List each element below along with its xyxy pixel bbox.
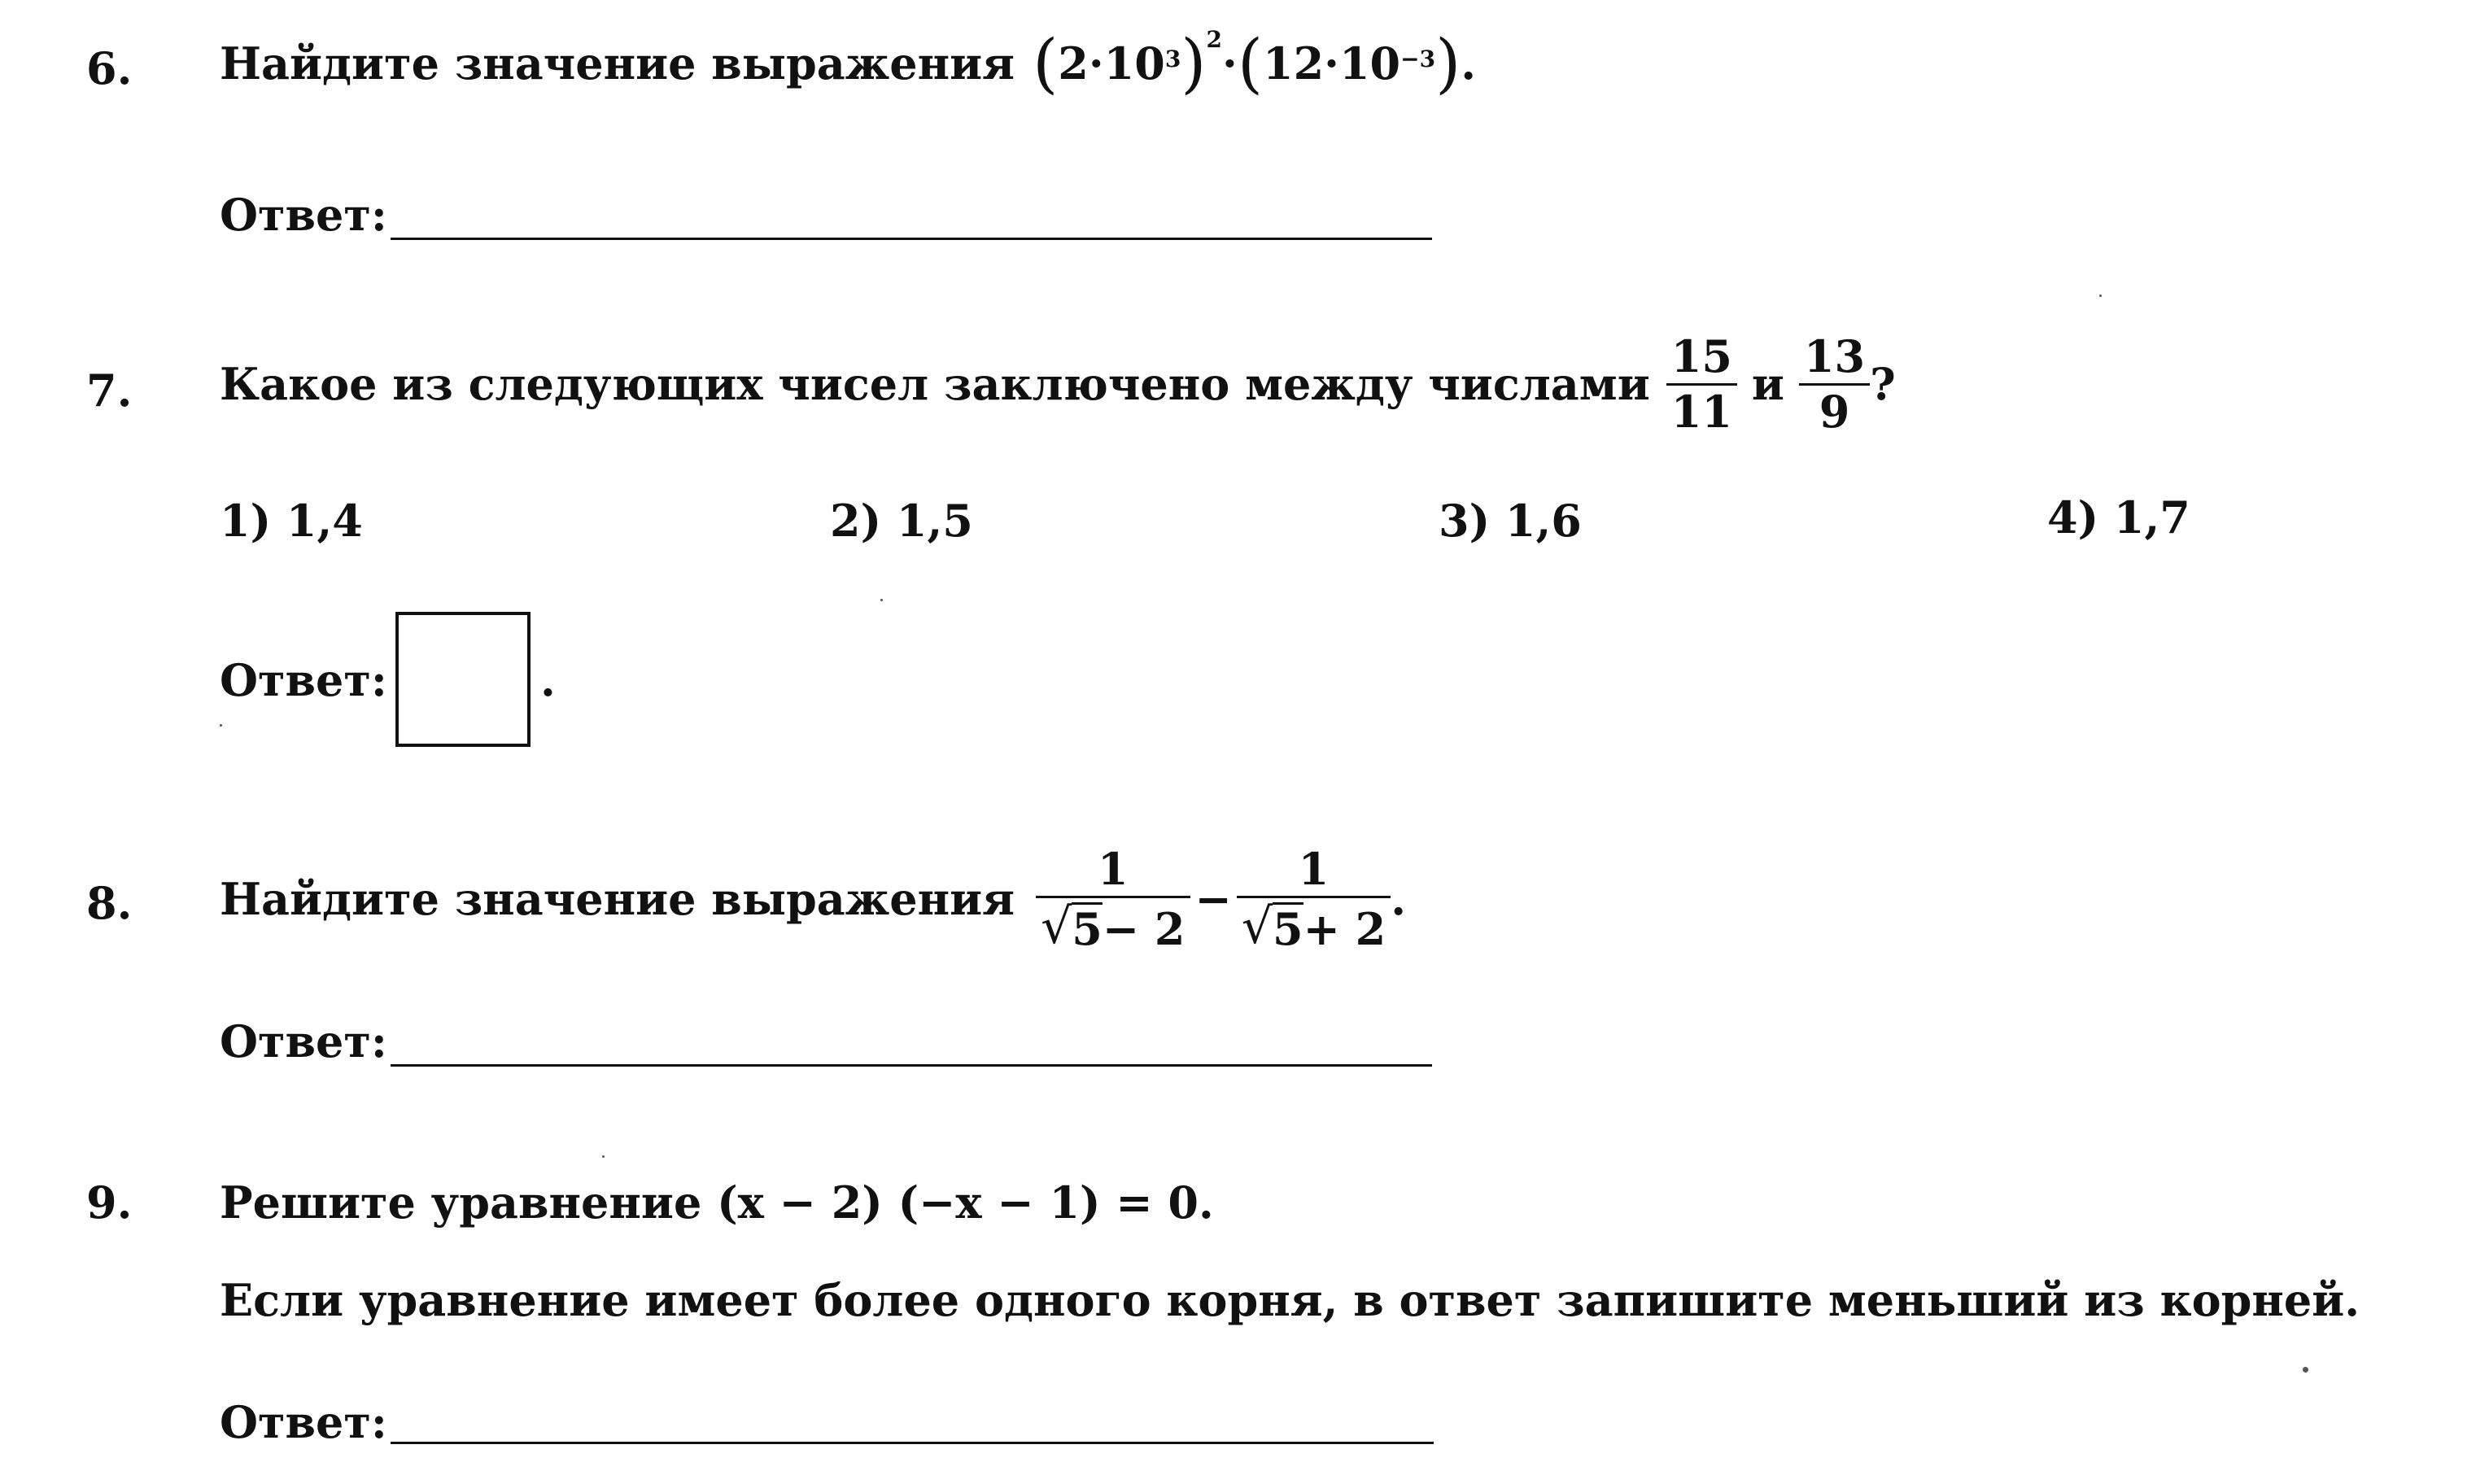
task-8-fraction-1: 1 √ 5 − 2 — [1036, 846, 1190, 953]
task-7-option-3[interactable]: 3) 1,6 — [1439, 495, 1582, 547]
task-7-end: ? — [1870, 358, 1896, 411]
task-6-outer-exp: 2 — [1206, 25, 1222, 53]
task-6-answer-line[interactable] — [391, 238, 1432, 240]
scan-speck — [2099, 295, 2102, 297]
task-7-text: Какое из следующих чисел заключено между числами — [220, 358, 1650, 411]
task-7-number: 7. — [86, 364, 133, 417]
task-8-fraction-2: 1 √ 5 + 2 — [1237, 846, 1391, 953]
task-6-expression: ( 2·10 $^3$ ) $^2$ · ( 12·10 $^{-3}$ ) . — [1033, 25, 1477, 101]
task-7-fraction-2: $\frac{13}{9}$ — [1799, 334, 1870, 434]
scan-speck — [880, 599, 883, 601]
task-8-answer-line[interactable] — [391, 1064, 1432, 1067]
task-8-minus: − — [1194, 873, 1232, 926]
task-7-option-4[interactable]: 4) 1,7 — [2047, 491, 2190, 543]
task-8-text: Найдите значение выражения — [220, 873, 1015, 926]
task-6-exp1: 3 — [1164, 45, 1181, 72]
task-6-exp2: −3 — [1400, 45, 1436, 72]
task-9-text: Решите уравнение (x − 2) (−x − 1) = 0. — [220, 1176, 1214, 1229]
task-8-end: . — [1391, 873, 1406, 926]
task-6-answer-label: Ответ: — [220, 189, 387, 241]
task-7-fraction-1: $\frac{15}{11}$ — [1666, 334, 1737, 434]
task-6-number: 6. — [86, 42, 133, 94]
task-7-answer-box[interactable] — [395, 612, 531, 747]
task-6-dot: · — [1222, 37, 1238, 89]
task-6-end: . — [1461, 37, 1477, 89]
task-8-number: 8. — [86, 877, 133, 929]
task-8-answer-label: Ответ: — [220, 1015, 387, 1067]
task-7-answer-label: Ответ: — [220, 654, 387, 706]
scan-speck — [220, 724, 222, 727]
task-7-statement — [220, 330, 1896, 438]
task-9-note: Если уравнение имеет более одного корня, в ответ запишите меньший из корней. — [220, 1274, 2360, 1326]
scan-speck — [602, 1155, 605, 1158]
task-6-statement — [220, 25, 1477, 101]
task-6-second: 12·10 — [1263, 37, 1401, 89]
task-8-statement — [220, 843, 1406, 955]
task-7-conj: и — [1751, 358, 1784, 411]
task-9-number: 9. — [86, 1176, 133, 1229]
task-6-base: 2·10 — [1058, 37, 1165, 89]
task-9-answer-line[interactable] — [391, 1442, 1434, 1444]
task-7-option-2[interactable]: 2) 1,5 — [830, 495, 973, 547]
task-6-text: Найдите значение выражения — [220, 37, 1015, 89]
scan-speck — [2303, 1367, 2308, 1373]
task-7-answer-end: . — [540, 654, 556, 706]
task-7-option-1[interactable]: 1) 1,4 — [220, 495, 363, 547]
task-9-answer-label: Ответ: — [220, 1396, 387, 1448]
